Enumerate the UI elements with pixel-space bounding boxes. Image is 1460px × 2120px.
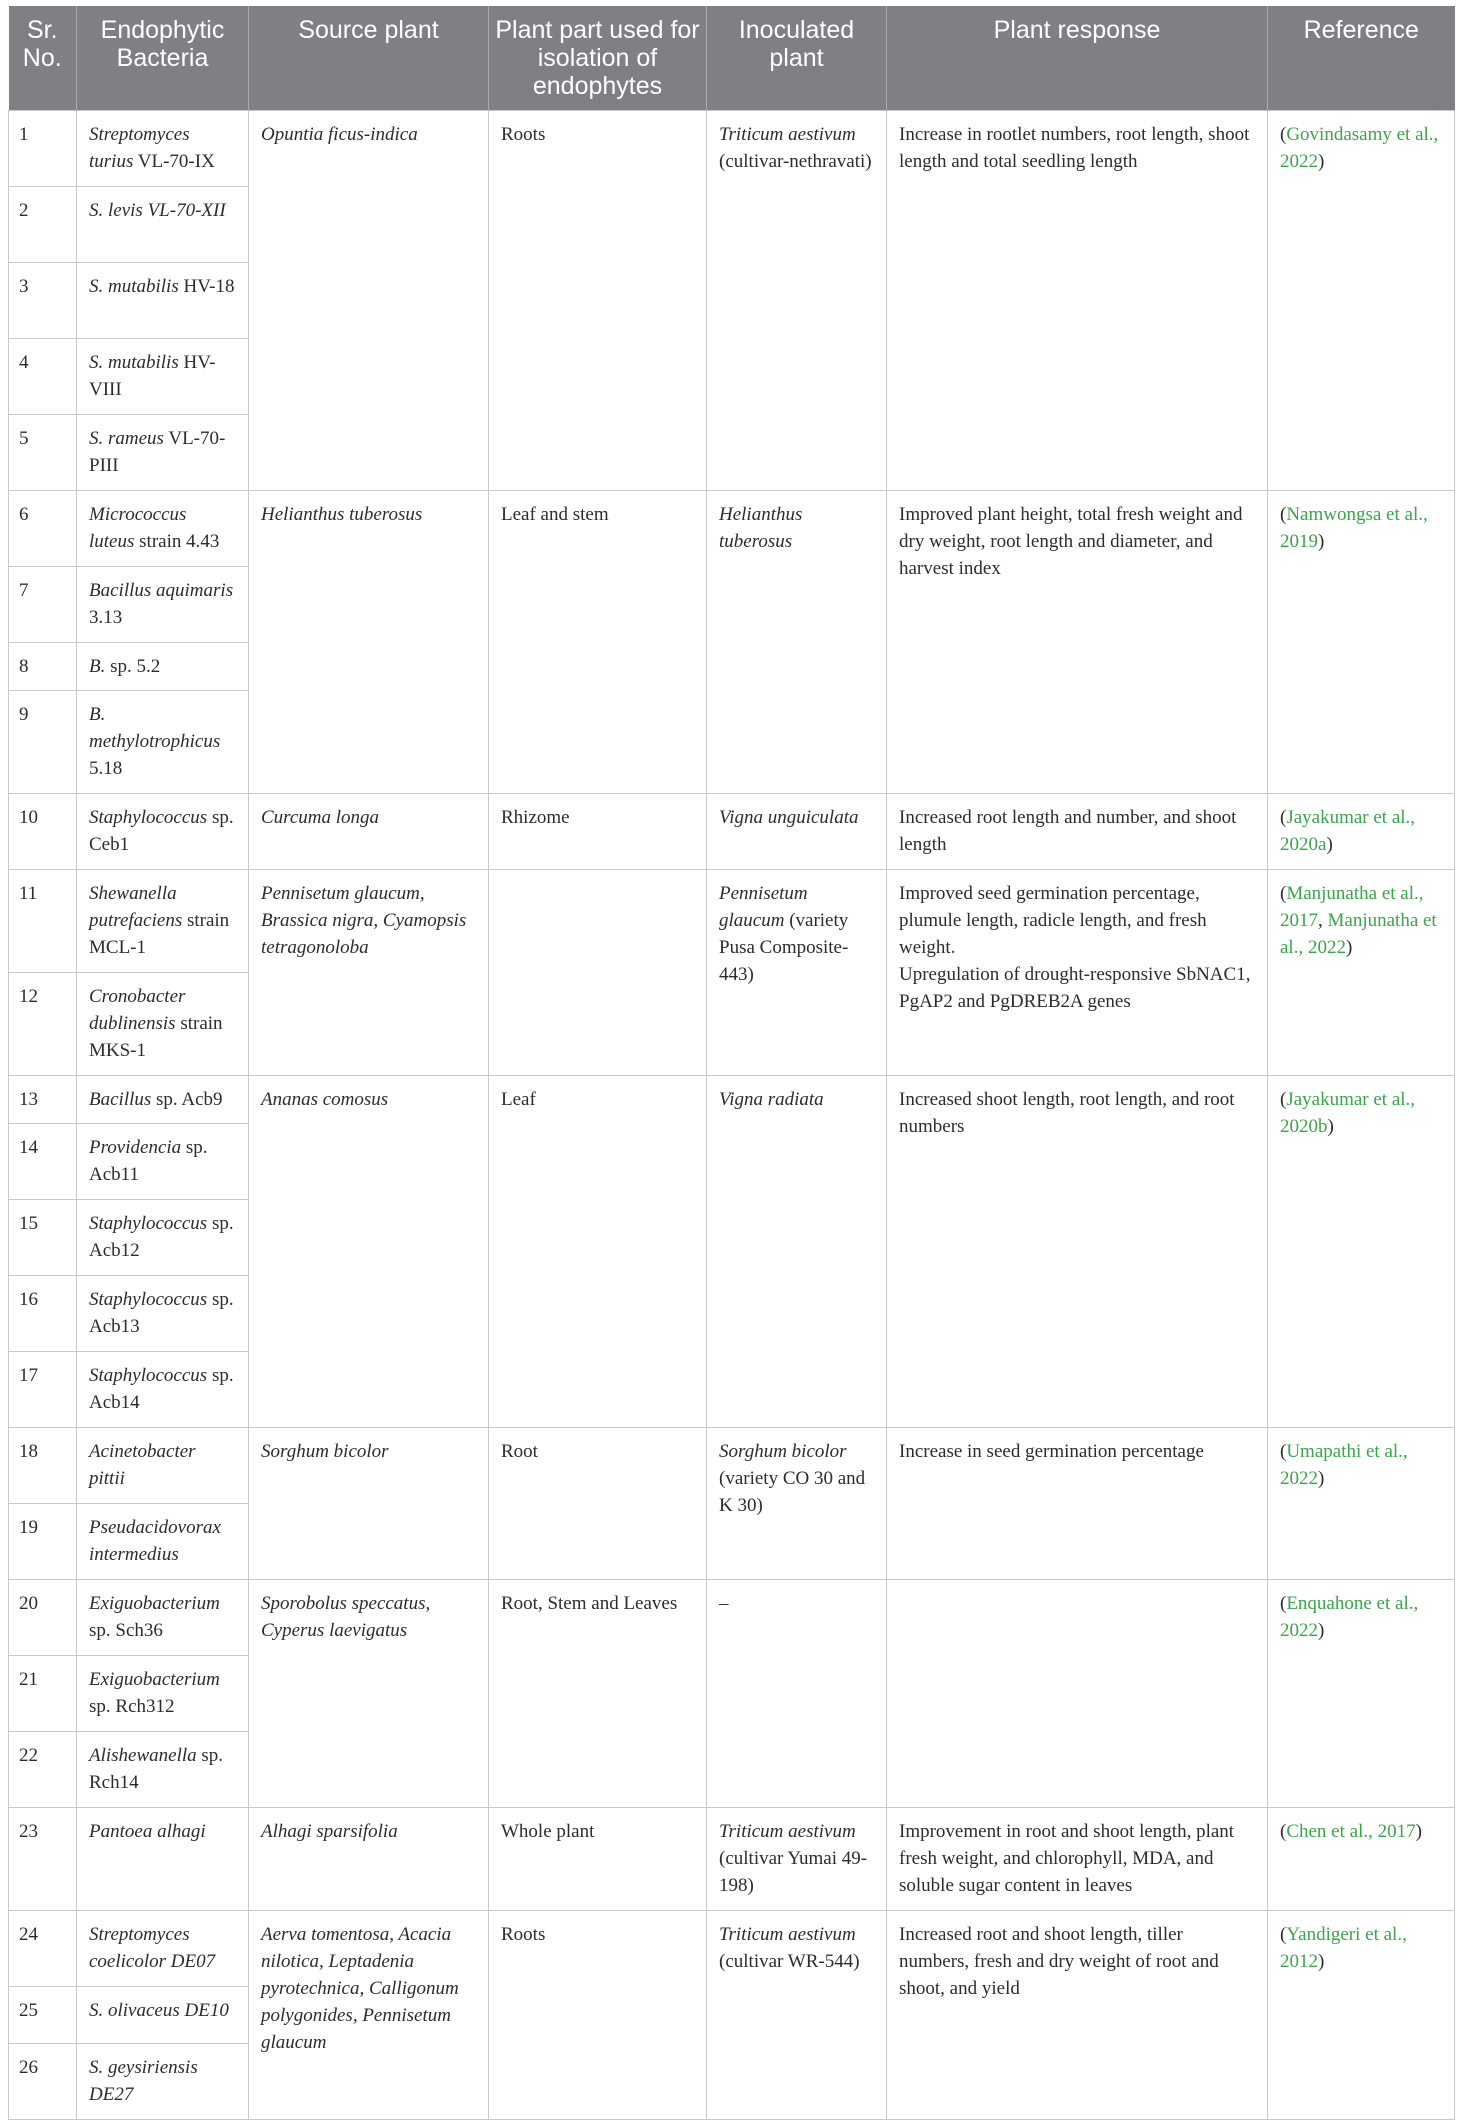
table-row (9, 1428, 1455, 1504)
response-line: Upregulation of drought-responsive SbNAC1, PgAP2 and PgDREB2A genes (899, 964, 1251, 1012)
ref-open: ( (1280, 1821, 1287, 1842)
reference-cell (1268, 1911, 1455, 2120)
bacteria-cell (77, 1276, 249, 1352)
ref-close: ) (1327, 1116, 1334, 1137)
ref-open: ( (1280, 1924, 1287, 1945)
inoculated-plant (707, 870, 887, 1076)
reference-link[interactable]: Chen et al., 2017 (1286, 1821, 1416, 1842)
bacteria-italic: Pantoea alhagi (89, 1821, 206, 1842)
reference-link[interactable]: Manjunatha et al., 2022 (1280, 910, 1437, 958)
bacteria-italic: Micrococcus luteus (89, 504, 187, 552)
header-inoculated-plant: Inoculated plant (707, 6, 887, 111)
bacteria-italic: Staphylococcus (89, 807, 208, 828)
sr-no: 8 (9, 643, 77, 691)
inoculated-detail: (variety CO 30 and K 30) (719, 1468, 866, 1516)
bacteria-cell (77, 1504, 249, 1580)
source-plant: Curcuma longa (249, 794, 489, 870)
sr-no: 10 (9, 794, 77, 870)
endophytic-bacteria-table (8, 6, 1455, 2120)
bacteria-strain: sp. Rch14 (89, 1745, 224, 1793)
reference-link[interactable]: Jayakumar et al., 2020a (1280, 807, 1416, 855)
sr-no: 20 (9, 1580, 77, 1656)
bacteria-cell (77, 1808, 249, 1911)
plant-part: Root (489, 1428, 707, 1580)
ref-open: ( (1280, 1593, 1287, 1614)
plant-response (887, 1580, 1268, 1808)
bacteria-italic: Alishewanella (89, 1745, 197, 1766)
sr-no: 12 (9, 973, 77, 1076)
bacteria-cell (77, 1124, 249, 1200)
plant-part: Roots (489, 1911, 707, 2120)
inoculated-plant (707, 1911, 887, 2120)
bacteria-cell (77, 691, 249, 794)
bacteria-italic: Exiguobacterium (89, 1593, 220, 1614)
bacteria-cell (77, 643, 249, 691)
inoculated-plant (707, 491, 887, 794)
bacteria-cell (77, 111, 249, 187)
ref-open: ( (1280, 504, 1287, 525)
bacteria-strain: strain MKS-1 (89, 1013, 223, 1061)
reference-cell (1268, 491, 1455, 794)
bacteria-cell (77, 415, 249, 491)
sr-no: 7 (9, 567, 77, 643)
bacteria-italic: Providencia (89, 1137, 182, 1158)
plant-part: Leaf (489, 1076, 707, 1428)
bacteria-italic: Bacillus aquimaris (89, 580, 234, 601)
bacteria-italic: Exiguobacterium (89, 1669, 220, 1690)
reference-link[interactable]: Enquahone et al., 2022 (1280, 1593, 1419, 1641)
sr-no: 6 (9, 491, 77, 567)
sr-no: 4 (9, 339, 77, 415)
sr-no: 21 (9, 1656, 77, 1732)
inoculated-italic: Pennisetum glaucum (719, 883, 808, 931)
header-reference: Reference (1268, 6, 1455, 111)
reference-link[interactable]: Namwongsa et al., 2019 (1280, 504, 1428, 552)
ref-open: ( (1280, 1089, 1287, 1110)
bacteria-italic: Acinetobacter pittii (89, 1441, 196, 1489)
source-plant: Helianthus tuberosus (249, 491, 489, 794)
sr-no: 9 (9, 691, 77, 794)
plant-response: Increased shoot length, root length, and root numbers (887, 1076, 1268, 1428)
bacteria-italic: Staphylococcus (89, 1289, 208, 1310)
sr-no: 14 (9, 1124, 77, 1200)
ref-close: ) (1326, 834, 1333, 855)
bacteria-italic: S. mutabilis (89, 352, 179, 373)
inoculated-detail: (cultivar WR-544) (719, 1951, 860, 1972)
bacteria-italic: S. mutabilis (89, 276, 179, 297)
plant-part: Leaf and stem (489, 491, 707, 794)
header-source-plant: Source plant (249, 6, 489, 111)
plant-response: Increase in seed germination percentage (887, 1428, 1268, 1580)
ref-close: ) (1415, 1821, 1422, 1842)
table-row (9, 1580, 1455, 1656)
plant-response: Improved plant height, total fresh weight and dry weight, root length and diameter, and harvest index (887, 491, 1268, 794)
bacteria-strain: strain 4.43 (134, 531, 220, 552)
bacteria-italic: S. geysiriensis DE27 (89, 2057, 198, 2105)
plant-part (489, 870, 707, 1076)
plant-response: Increased root and shoot length, tiller numbers, fresh and dry weight of root and shoot, and yield (887, 1911, 1268, 2120)
table-row (9, 491, 1455, 567)
bacteria-cell (77, 491, 249, 567)
header-endophytic-bacteria: Endophytic Bacteria (77, 6, 249, 111)
bacteria-cell (77, 263, 249, 339)
bacteria-cell (77, 339, 249, 415)
ref-close: ) (1318, 151, 1325, 172)
sr-no: 22 (9, 1732, 77, 1808)
bacteria-italic: Streptomyces turius (89, 124, 190, 172)
reference-link[interactable]: Yandigeri et al., 2012 (1280, 1924, 1407, 1972)
plant-part: Roots (489, 111, 707, 491)
reference-link[interactable]: Jayakumar et al., 2020b (1280, 1089, 1416, 1137)
source-plant: Pennisetum glaucum, Brassica nigra, Cyamopsis tetragonoloba (249, 870, 489, 1076)
bacteria-italic: Bacillus (89, 1089, 152, 1110)
sr-no: 23 (9, 1808, 77, 1911)
plant-part: Rhizome (489, 794, 707, 870)
bacteria-italic: Shewanella putrefaciens (89, 883, 183, 931)
bacteria-cell (77, 1580, 249, 1656)
bacteria-italic: S. olivaceus DE10 (89, 2000, 229, 2021)
bacteria-cell (77, 1076, 249, 1124)
bacteria-strain: sp. Acb11 (89, 1137, 208, 1185)
sr-no: 3 (9, 263, 77, 339)
source-plant: Aerva tomentosa, Acacia nilotica, Leptadenia pyrotechnica, Calligonum polygonides, Pennisetum glaucum (249, 1911, 489, 2120)
bacteria-strain: sp. Acb14 (89, 1365, 234, 1413)
ref-close: ) (1345, 937, 1353, 958)
bacteria-cell (77, 973, 249, 1076)
bacteria-cell (77, 1656, 249, 1732)
inoculated-italic: Vigna radiata (719, 1089, 824, 1110)
bacteria-strain: sp. Acb13 (89, 1289, 234, 1337)
inoculated-plant (707, 1076, 887, 1428)
source-plant: Opuntia ficus-indica (249, 111, 489, 491)
bacteria-cell (77, 1987, 249, 2044)
sr-no: 25 (9, 1987, 77, 2044)
reference-cell (1268, 111, 1455, 491)
reference-cell (1268, 1808, 1455, 1911)
ref-close: ) (1318, 531, 1325, 552)
inoculated-italic: Triticum aestivum (719, 124, 856, 145)
bacteria-cell (77, 567, 249, 643)
ref-open: ( (1280, 883, 1287, 904)
ref-close: ) (1318, 1620, 1325, 1641)
bacteria-strain: strain MCL-1 (89, 910, 230, 958)
sr-no: 5 (9, 415, 77, 491)
bacteria-italic: Pseudacidovorax intermedius (89, 1517, 221, 1565)
source-plant: Sporobolus speccatus, Cyperus laevigatus (249, 1580, 489, 1808)
inoculated-plant (707, 1428, 887, 1580)
bacteria-cell (77, 1428, 249, 1504)
bacteria-cell (77, 1352, 249, 1428)
inoculated-plant (707, 1808, 887, 1911)
bacteria-italic: Staphylococcus (89, 1365, 208, 1386)
table-row (9, 111, 1455, 187)
bacteria-strain: HV-VIII (89, 352, 216, 400)
sr-no: 2 (9, 187, 77, 263)
ref-open: ( (1280, 124, 1287, 145)
plant-response: Increased root length and number, and shoot length (887, 794, 1268, 870)
inoculated-plant (707, 1580, 887, 1808)
bacteria-italic: Streptomyces coelicolor DE07 (89, 1924, 216, 1972)
reference-cell (1268, 1580, 1455, 1808)
inoculated-italic: Helianthus tuberosus (719, 504, 803, 552)
plant-response (887, 870, 1268, 1076)
ref-close: ) (1318, 1951, 1325, 1972)
reference-cell (1268, 1428, 1455, 1580)
bacteria-italic: B. methylotrophicus (89, 704, 221, 752)
bacteria-italic: Cronobacter dublinensis (89, 986, 186, 1034)
response-line: Improved seed germination percentage, plumule length, radicle length, and fresh weight. (899, 883, 1207, 958)
inoculated-plant (707, 794, 887, 870)
bacteria-strain: VL-70-PIII (89, 428, 226, 476)
bacteria-strain: sp. Sch36 (89, 1620, 163, 1641)
plant-response: Improvement in root and shoot length, plant fresh weight, and chlorophyll, MDA, and soluble sugar content in leaves (887, 1808, 1268, 1911)
inoculated-italic: Vigna unguiculata (719, 807, 859, 828)
table-row (9, 870, 1455, 973)
bacteria-italic: S. rameus (89, 428, 164, 449)
header-plant-part: Plant part used for isolation of endophytes (489, 6, 707, 111)
bacteria-italic: Staphylococcus (89, 1213, 208, 1234)
sr-no: 19 (9, 1504, 77, 1580)
inoculated-italic: Sorghum bicolor (719, 1441, 847, 1462)
inoculated-detail: – (719, 1593, 729, 1614)
bacteria-cell (77, 1732, 249, 1808)
table-row (9, 1911, 1455, 1987)
table-row (9, 1808, 1455, 1911)
reference-link[interactable]: Umapathi et al., 2022 (1280, 1441, 1408, 1489)
ref-open: ( (1280, 1441, 1287, 1462)
bacteria-cell (77, 187, 249, 263)
sr-no: 18 (9, 1428, 77, 1504)
inoculated-italic: Triticum aestivum (719, 1821, 856, 1842)
header-plant-response: Plant response (887, 6, 1268, 111)
bacteria-cell (77, 1200, 249, 1276)
sr-no: 24 (9, 1911, 77, 1987)
sr-no: 1 (9, 111, 77, 187)
ref-open: ( (1280, 807, 1287, 828)
inoculated-plant (707, 111, 887, 491)
bacteria-italic: S. levis VL-70-XII (89, 200, 226, 221)
table-row (9, 794, 1455, 870)
bacteria-cell (77, 1911, 249, 1987)
source-plant: Sorghum bicolor (249, 1428, 489, 1580)
inoculated-detail: (cultivar Yumai 49-198) (719, 1848, 868, 1896)
bacteria-italic: B. (89, 656, 106, 677)
bacteria-strain: 5.18 (89, 758, 123, 779)
reference-cell (1268, 794, 1455, 870)
bacteria-strain: sp. Rch312 (89, 1696, 175, 1717)
inoculated-detail: (cultivar-nethravati) (719, 151, 872, 172)
ref-separator: , (1318, 910, 1328, 931)
bacteria-cell (77, 870, 249, 973)
sr-no: 17 (9, 1352, 77, 1428)
table-row (9, 1076, 1455, 1124)
sr-no: 26 (9, 2044, 77, 2120)
reference-link[interactable]: Manjunatha et al., 2017 (1280, 883, 1424, 931)
header-row (9, 6, 1455, 111)
inoculated-italic: Triticum aestivum (719, 1924, 856, 1945)
source-plant: Ananas comosus (249, 1076, 489, 1428)
reference-cell (1268, 1076, 1455, 1428)
bacteria-strain: VL-70-IX (133, 151, 215, 172)
sr-no: 11 (9, 870, 77, 973)
source-plant: Alhagi sparsifolia (249, 1808, 489, 1911)
header-sr-no: Sr. No. (9, 6, 77, 111)
plant-response: Increase in rootlet numbers, root length, shoot length and total seedling length (887, 111, 1268, 491)
plant-part: Whole plant (489, 1808, 707, 1911)
bacteria-strain: HV-18 (178, 276, 235, 297)
bacteria-strain: sp. Acb9 (151, 1089, 223, 1110)
bacteria-cell (77, 794, 249, 870)
table-container (8, 6, 1454, 2120)
bacteria-strain: 3.13 (89, 607, 123, 628)
sr-no: 16 (9, 1276, 77, 1352)
reference-cell (1268, 870, 1455, 1076)
bacteria-strain: sp. Acb12 (89, 1213, 234, 1261)
inoculated-detail: (variety Pusa Composite-443) (719, 910, 849, 985)
sr-no: 13 (9, 1076, 77, 1124)
plant-part: Root, Stem and Leaves (489, 1580, 707, 1808)
bacteria-strain: sp. Ceb1 (89, 807, 234, 855)
ref-close: ) (1318, 1468, 1325, 1489)
reference-link[interactable]: Govindasamy et al., 2022 (1280, 124, 1439, 172)
bacteria-cell (77, 2044, 249, 2120)
sr-no: 15 (9, 1200, 77, 1276)
bacteria-strain: sp. 5.2 (105, 656, 161, 677)
